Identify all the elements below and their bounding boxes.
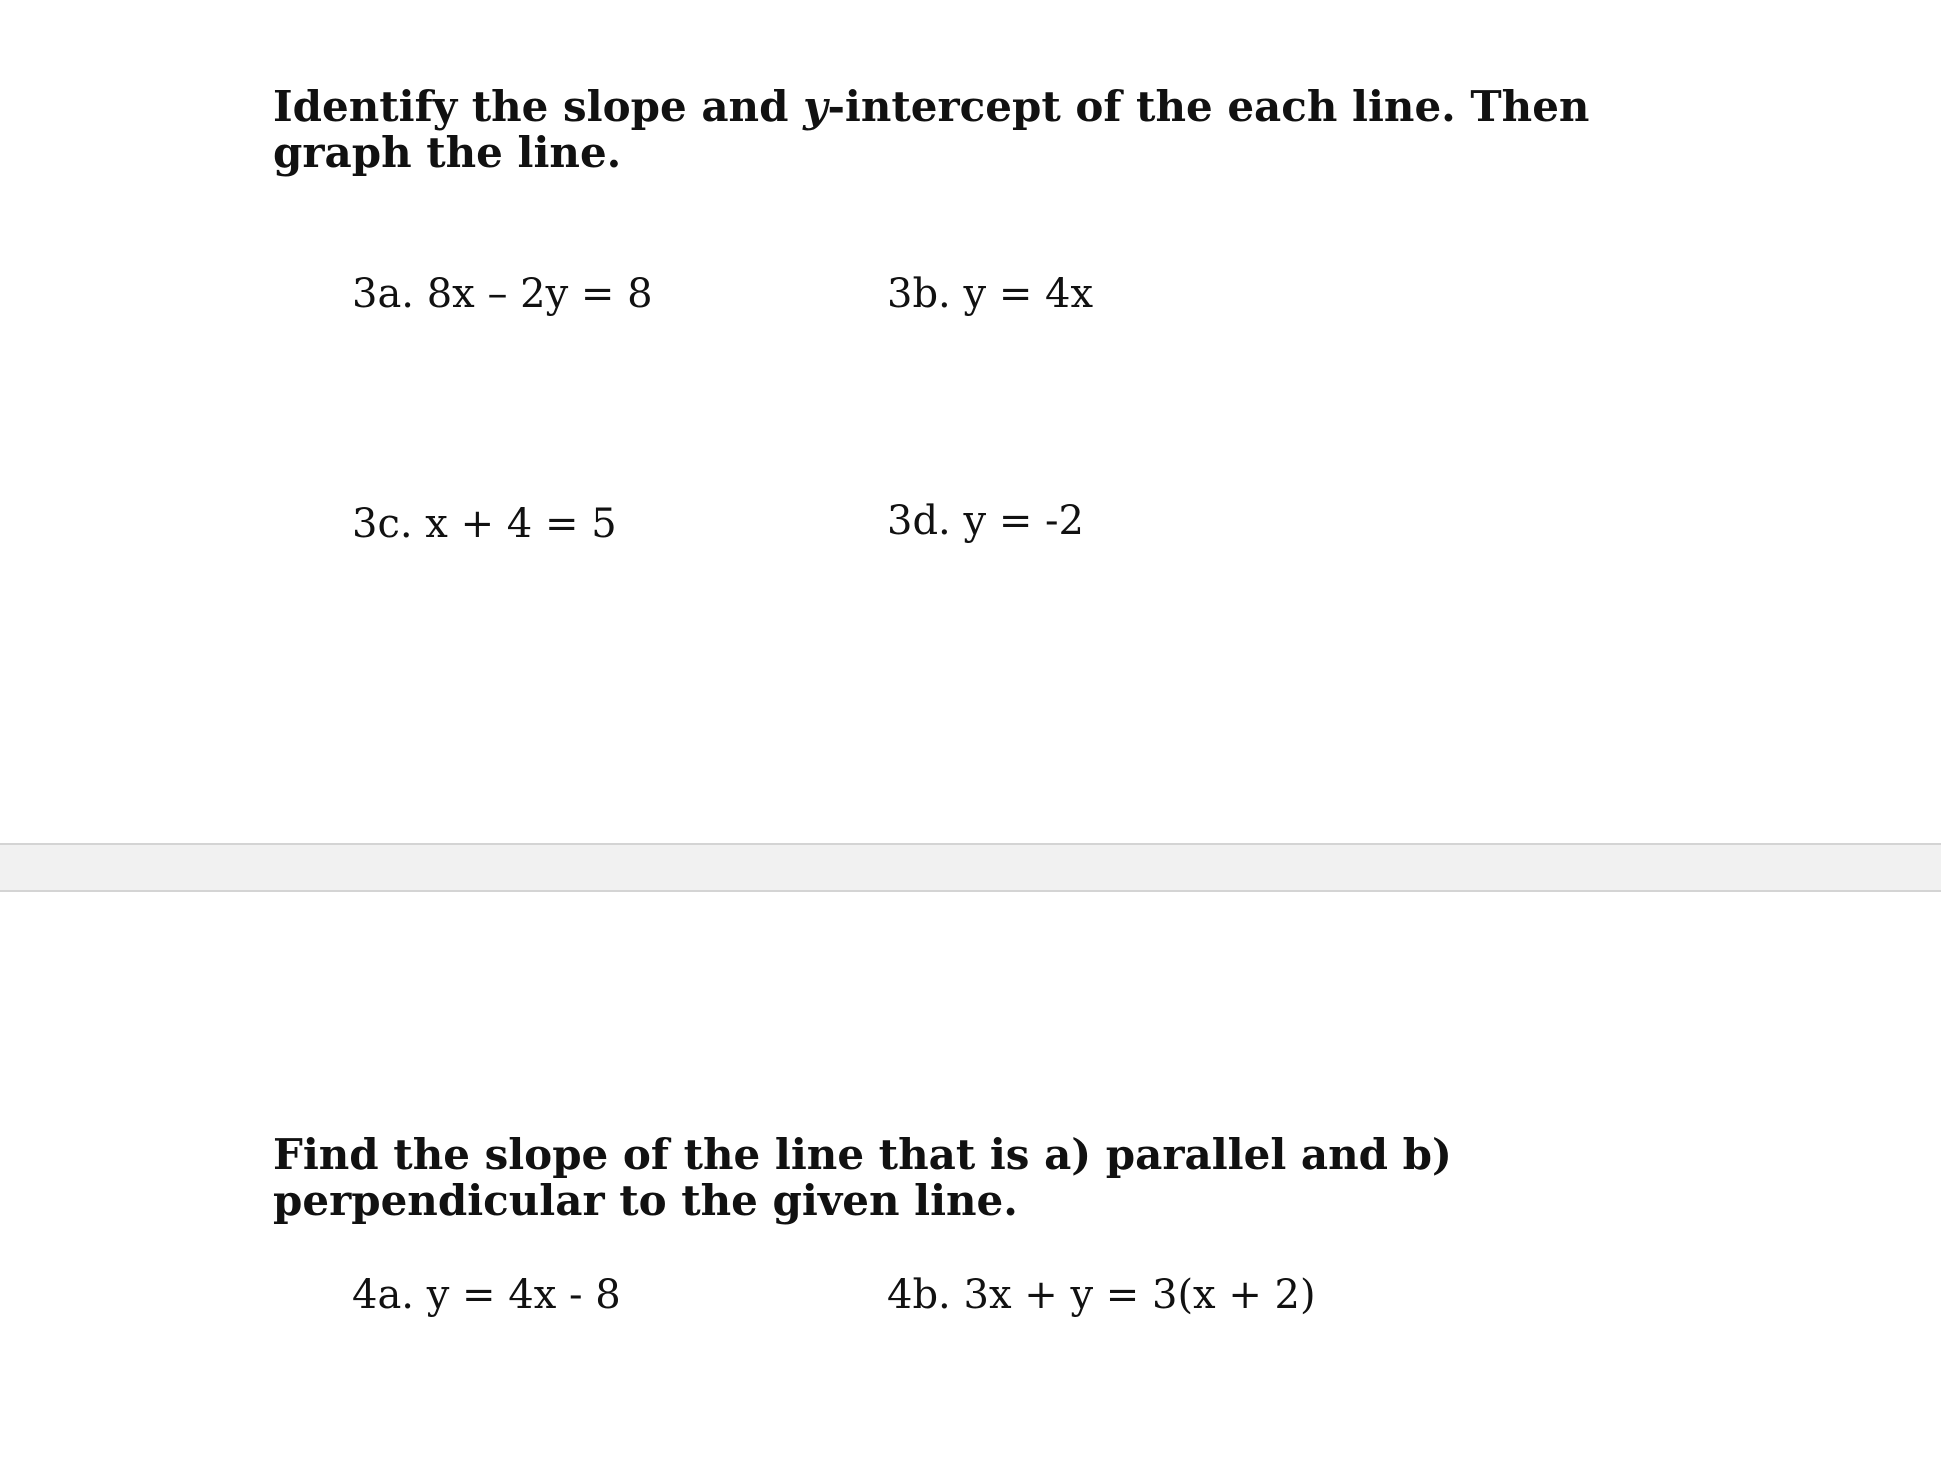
problem-equation: y = 4x — [963, 271, 1094, 317]
instruction-slope-intercept — [273, 84, 1673, 176]
problem-label: 3b. — [887, 271, 951, 317]
problem-equation: 8x – 2y = 8 — [426, 271, 653, 317]
problem-4a — [352, 1272, 621, 1318]
problem-label: 4b. — [887, 1272, 951, 1318]
problem-4b — [887, 1272, 1316, 1318]
problem-label: 3a. — [352, 271, 415, 317]
instruction-variable: y — [803, 82, 828, 131]
problem-3c — [352, 501, 617, 547]
problem-3d — [887, 498, 1084, 544]
problem-3a — [352, 271, 653, 317]
problem-equation: y = -2 — [963, 498, 1085, 544]
problem-label: 3c. — [352, 501, 413, 547]
instruction-parallel-perpendicular: Find the slope of the line that is a) parallel and b) perpendicular to the given line. — [273, 1130, 1452, 1225]
instruction-text-before: Identify the slope and — [273, 82, 804, 131]
problem-equation: x + 4 = 5 — [425, 501, 617, 547]
problem-equation: 3x + y = 3(x + 2) — [963, 1272, 1316, 1318]
problem-label: 4a. — [352, 1272, 415, 1318]
document-page-2 — [0, 892, 1941, 1460]
instruction-text-after: -intercept of the each line. Then graph the line. — [273, 82, 1590, 177]
problem-3b — [887, 271, 1093, 317]
problem-equation: y = 4x - 8 — [426, 1272, 621, 1318]
problem-label: 3d. — [887, 498, 951, 544]
page-separator — [0, 843, 1941, 892]
